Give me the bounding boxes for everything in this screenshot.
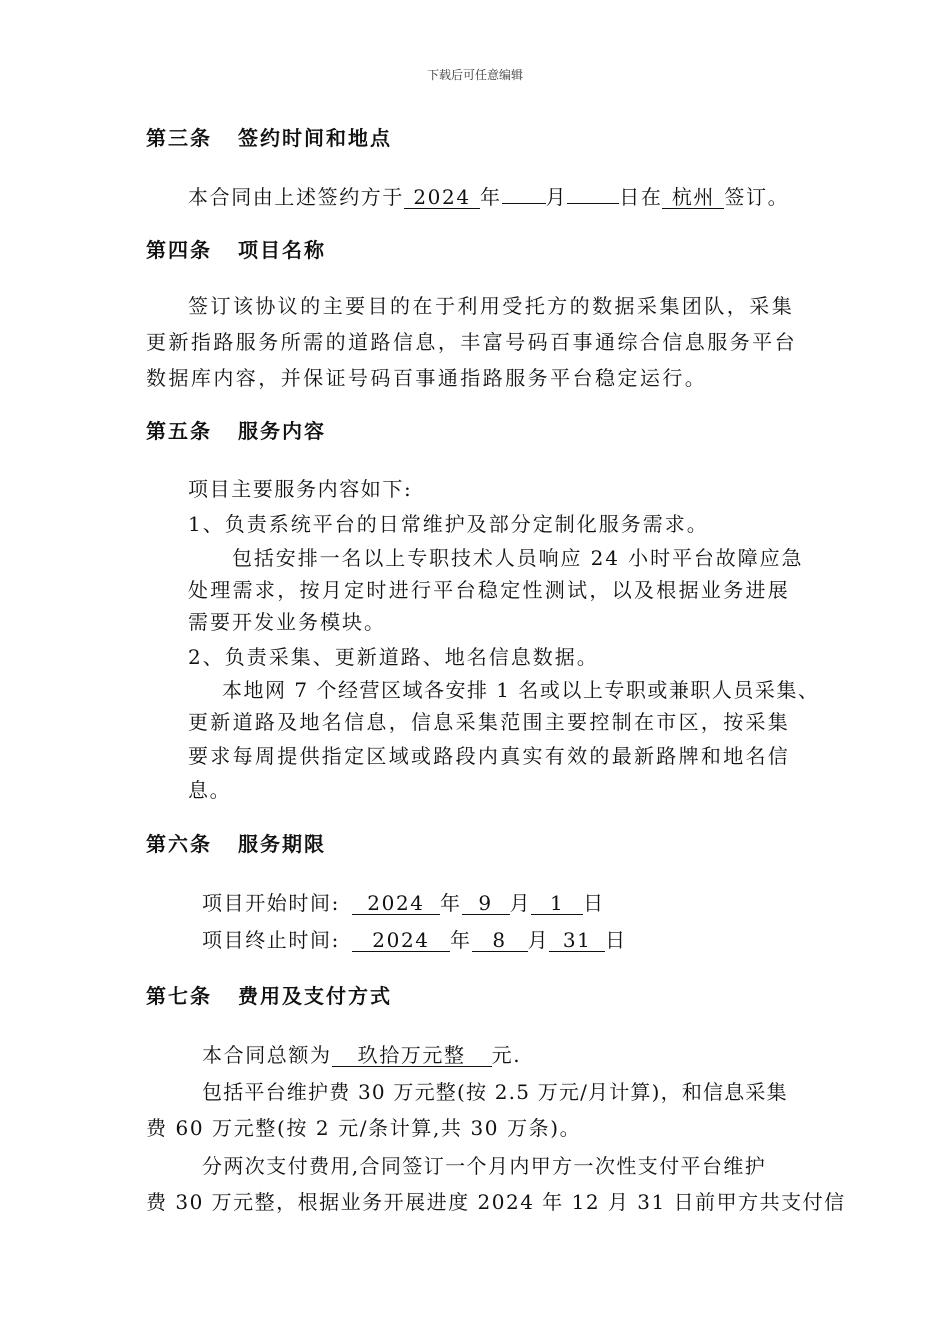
end-year-unit: 年: [449, 928, 472, 952]
article-5-heading: [146, 419, 326, 443]
article-5-item-1-line: 处理需求，按月定时进行平台稳定性测试，以及根据业务进展: [188, 578, 791, 602]
signing-suffix: 签订。: [724, 185, 790, 209]
article-3-sentence: [188, 185, 789, 209]
project-start-date: [202, 891, 605, 915]
article-3-number: 第三条: [146, 126, 212, 150]
article-5-item-2-line: 息。: [188, 778, 232, 802]
signing-month-unit: 月: [545, 185, 568, 209]
article-4-heading: [146, 238, 326, 262]
article-5-item-1-line: 需要开发业务模块。: [188, 610, 386, 634]
signing-day: [567, 203, 619, 204]
article-6-number: 第六条: [146, 832, 212, 856]
article-7-number: 第七条: [146, 984, 212, 1008]
start-month-unit: 月: [509, 891, 532, 915]
end-month: 8: [472, 929, 528, 952]
article-4-number: 第四条: [146, 238, 212, 262]
start-label: 项目开始时间:: [202, 891, 340, 915]
article-6-title: 服务期限: [238, 832, 326, 856]
article-5-number: 第五条: [146, 419, 212, 443]
article-5-item-1-title: 1、负责系统平台的日常维护及部分定制化服务需求。: [188, 512, 709, 536]
article-4-title: 项目名称: [238, 238, 326, 262]
article-4-line: 签订该协议的主要目的在于利用受托方的数据采集团队，采集: [188, 294, 795, 318]
signing-day-unit: 日在: [619, 185, 663, 209]
article-7-line: 分两次支付费用,合同签订一个月内甲方一次性支付平台维护: [202, 1154, 767, 1178]
article-3-title: 签约时间和地点: [238, 126, 392, 150]
end-day: 31: [549, 929, 605, 952]
signing-prefix: 本合同由上述签约方于: [188, 185, 404, 209]
start-year-unit: 年: [439, 891, 462, 915]
start-day: 1: [531, 892, 583, 915]
article-7-line: 费 30 万元整，根据业务开展进度 2024 年 12 月 31 日前甲方共支付信: [146, 1190, 846, 1214]
article-5-item-2-line: 本地网 7 个经营区域各安排 1 名或以上专职或兼职人员采集、: [222, 678, 820, 702]
article-4-line: 数据库内容，并保证号码百事通指路服务平台稳定运行。: [146, 366, 708, 390]
signing-year: 2024: [404, 186, 480, 209]
total-amount: 玖拾万元整: [332, 1044, 492, 1067]
article-5-title: 服务内容: [238, 419, 326, 443]
article-7-heading: [146, 984, 392, 1008]
start-month: 9: [462, 892, 510, 915]
signing-year-unit: 年: [480, 185, 502, 209]
total-prefix: 本合同总额为: [202, 1043, 332, 1067]
article-6-heading: [146, 832, 326, 856]
start-day-unit: 日: [583, 891, 605, 915]
project-end-date: [202, 928, 627, 952]
total-suffix: 元.: [491, 1043, 522, 1067]
page-header-note: 下载后可任意编辑: [426, 68, 523, 82]
end-year: 2024: [352, 929, 450, 952]
end-day-unit: 日: [605, 928, 627, 952]
article-5-item-2-line: 要求每周提供指定区域或路段内真实有效的最新路牌和地名信: [188, 744, 791, 768]
article-7-line: 费 60 万元整(按 2 元/条计算,共 30 万条)。: [146, 1116, 582, 1140]
signing-place: 杭州: [662, 186, 724, 209]
article-5-item-2-title: 2、负责采集、更新道路、地名信息数据。: [188, 645, 599, 669]
article-5-intro: 项目主要服务内容如下:: [188, 477, 413, 501]
signing-month: [502, 203, 546, 204]
article-7-line: 包括平台维护费 30 万元整(按 2.5 万元/月计算)，和信息采集: [202, 1080, 788, 1104]
article-7-title: 费用及支付方式: [238, 984, 392, 1008]
article-3-heading: [146, 126, 392, 150]
start-year: 2024: [352, 892, 440, 915]
article-5-item-2-line: 更新道路及地名信息，信息采集范围主要控制在市区，按采集: [188, 710, 791, 734]
contract-total: [202, 1043, 521, 1067]
article-5-item-1-line: 包括安排一名以上专职技术人员响应 24 小时平台故障应急: [232, 546, 804, 570]
end-month-unit: 月: [527, 928, 550, 952]
end-label: 项目终止时间:: [202, 928, 340, 952]
article-4-line: 更新指路服务所需的道路信息，丰富号码百事通综合信息服务平台: [146, 330, 798, 354]
